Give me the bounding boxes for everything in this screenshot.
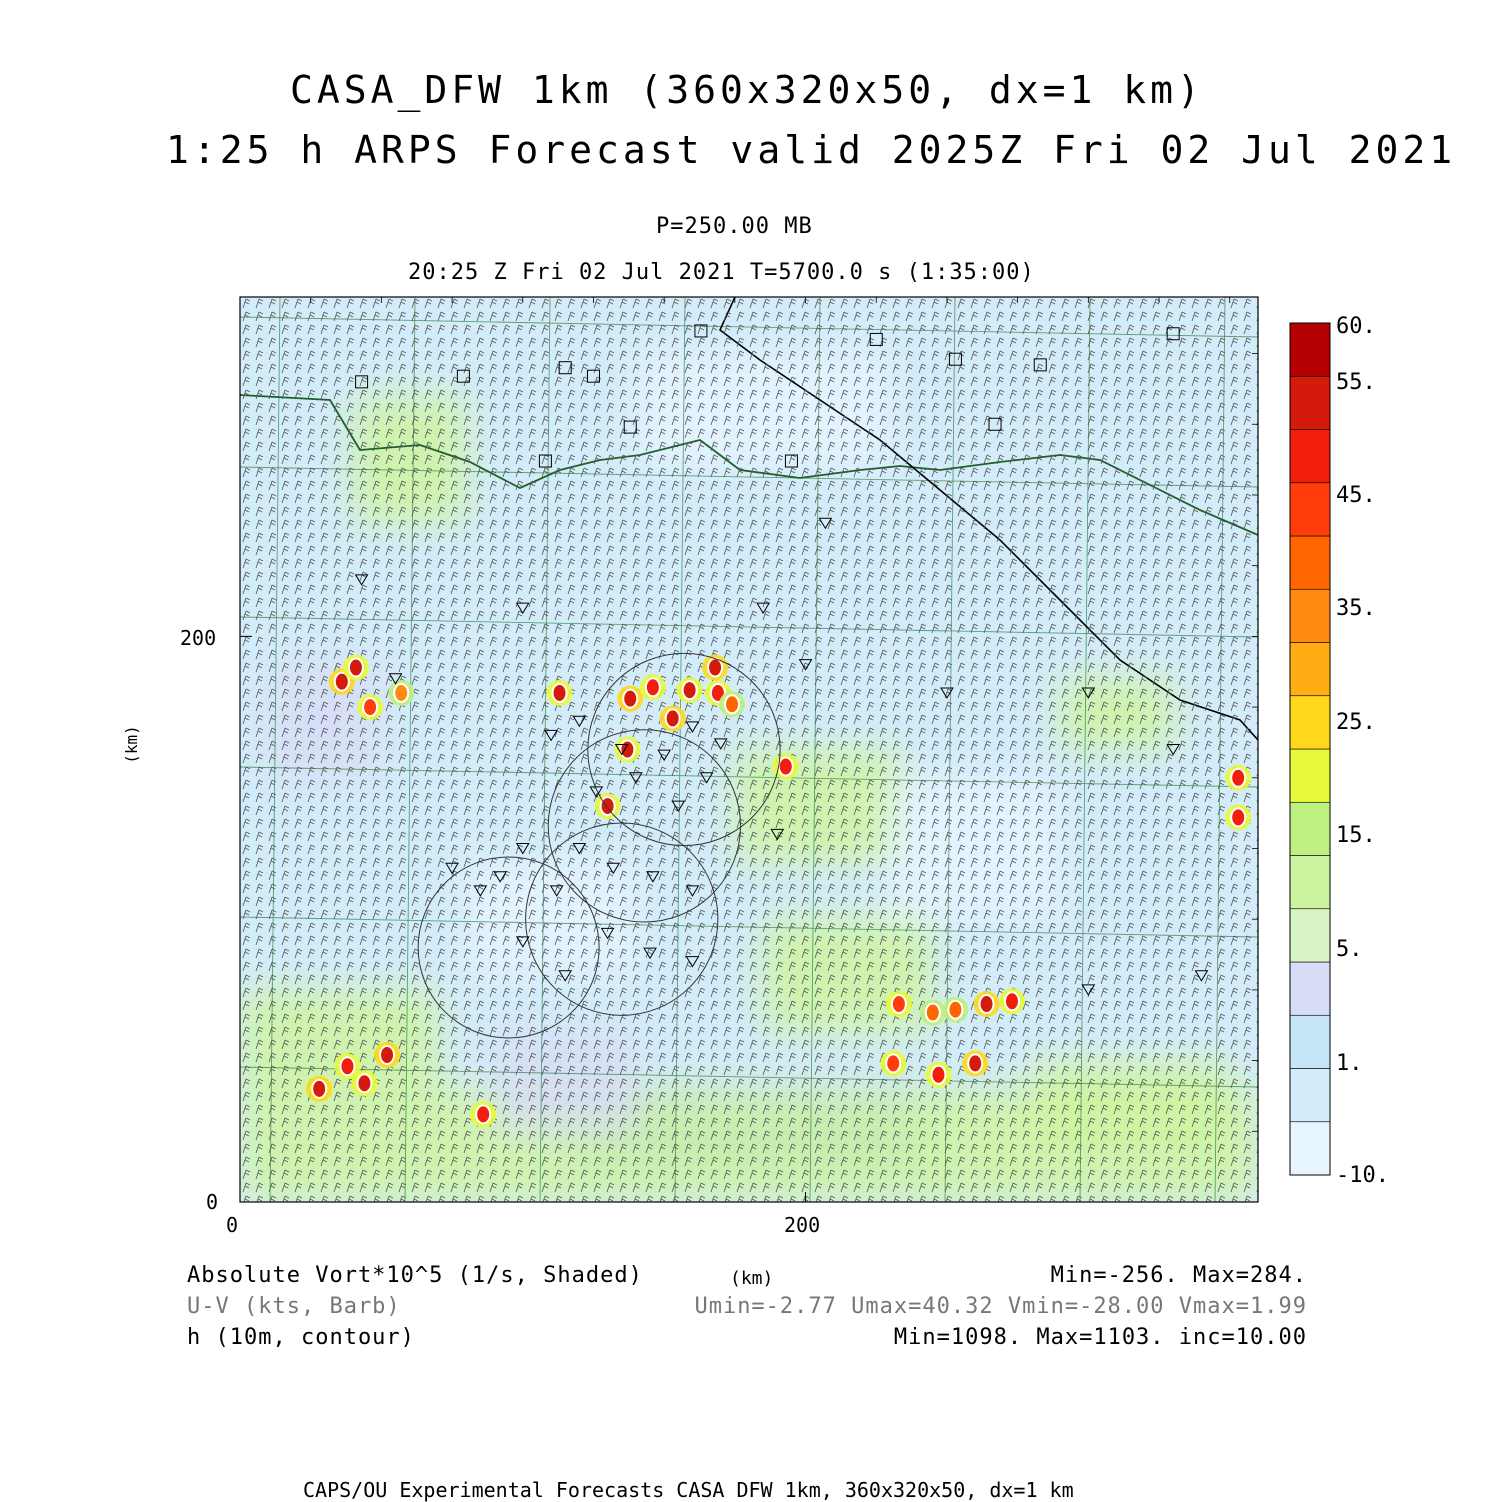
colorbar-segment — [1290, 1015, 1330, 1068]
credit-line: CAPS/OU Experimental Forecasts CASA DFW 1km, 360x320x50, dx=1 km — [303, 1478, 1074, 1502]
colorbar-segment — [1290, 430, 1330, 483]
colorbar-segment — [1290, 749, 1330, 802]
vorticity-maximum — [601, 797, 615, 815]
vorticity-maximum — [553, 684, 567, 702]
vorticity-maximum — [1005, 992, 1019, 1010]
colorbar-segment — [1290, 1122, 1330, 1175]
colorbar-segment — [1290, 643, 1330, 696]
title-line-1: CASA_DFW 1km (360x320x50, dx=1 km) — [290, 68, 1204, 112]
colorbar-segment — [1290, 696, 1330, 749]
colorbar-label: 60. — [1336, 314, 1376, 339]
vorticity-maximum — [683, 681, 697, 699]
colorbar-segment — [1290, 323, 1330, 376]
colorbar-segment — [1290, 909, 1330, 962]
y-axis-label: (km) — [121, 725, 141, 764]
contour-stats: Min=1098. Max=1103. inc=10.00 — [893, 1325, 1307, 1350]
x-axis-label: (km) — [730, 1268, 774, 1289]
vorticity-maximum — [620, 741, 634, 759]
colorbar-segment — [1290, 802, 1330, 855]
colorbar-label: 35. — [1336, 596, 1376, 621]
colorbar-segment — [1290, 1069, 1330, 1122]
contour-field-label: h (10m, contour) — [187, 1325, 415, 1350]
vorticity-maximum — [779, 757, 793, 775]
pressure-level: P=250.00 MB — [656, 214, 813, 239]
county-line — [240, 1217, 1258, 1237]
vorticity-maximum — [349, 658, 363, 676]
vorticity-maximum — [968, 1054, 982, 1072]
vorticity-maximum — [357, 1074, 371, 1092]
vorticity-maximum — [380, 1046, 394, 1064]
title-line-2: 1:25 h ARPS Forecast valid 2025Z Fri 02 Jul 2021 — [166, 128, 1457, 172]
wind-stats: Umin=-2.77 Umax=40.32 Vmin=-28.00 Vmax=1.99 — [694, 1294, 1307, 1319]
shaded-field-label: Absolute Vort*10^5 (1/s, Shaded) — [187, 1263, 643, 1288]
colorbar-label: 45. — [1336, 483, 1376, 508]
barb-field-label: U-V (kts, Barb) — [187, 1294, 401, 1319]
x-tick-label-200: 200 — [784, 1213, 821, 1237]
vorticity-maximum — [363, 698, 377, 716]
vorticity-maximum — [340, 1057, 354, 1075]
colorbar-label: 25. — [1336, 710, 1376, 735]
valid-time: 20:25 Z Fri 02 Jul 2021 T=5700.0 s (1:35:00) — [408, 260, 1035, 285]
vorticity-maximum — [476, 1105, 490, 1123]
vorticity-maximum — [725, 695, 739, 713]
vorticity-maximum — [892, 995, 906, 1013]
colorbar-segment — [1290, 483, 1330, 536]
colorbar-label: 15. — [1336, 823, 1376, 848]
vorticity-maximum — [886, 1054, 900, 1072]
vorticity-maximum — [980, 995, 994, 1013]
colorbar-segment — [1290, 856, 1330, 909]
colorbar-label: 55. — [1336, 370, 1376, 395]
colorbar-label: -10. — [1336, 1163, 1389, 1188]
vorticity-maximum — [394, 684, 408, 702]
vorticity-maximum — [312, 1080, 326, 1098]
vorticity-maximum — [926, 1004, 940, 1022]
colorbar-segment — [1290, 536, 1330, 589]
y-tick-label-0: 0 — [206, 1190, 219, 1214]
vorticity-maximum — [1231, 769, 1245, 787]
plot-area — [240, 297, 1258, 1237]
vorticity-maximum — [948, 1001, 962, 1019]
vorticity-maximum — [666, 709, 680, 727]
vorticity-maximum — [1231, 808, 1245, 826]
colorbar-label: 1. — [1336, 1051, 1363, 1076]
colorbar-segment — [1290, 589, 1330, 642]
vorticity-maximum — [646, 678, 660, 696]
colorbar — [1290, 323, 1330, 1175]
y-tick-label-200: 200 — [180, 626, 217, 650]
shade-stats: Min=-256. Max=284. — [1050, 1263, 1307, 1288]
vorticity-maximum — [931, 1066, 945, 1084]
vorticity-maximum — [623, 690, 637, 708]
colorbar-label: 5. — [1336, 937, 1363, 962]
colorbar-segment — [1290, 376, 1330, 429]
x-tick-label-0: 0 — [226, 1213, 239, 1237]
vorticity-maximum — [708, 658, 722, 676]
colorbar-segment — [1290, 962, 1330, 1015]
